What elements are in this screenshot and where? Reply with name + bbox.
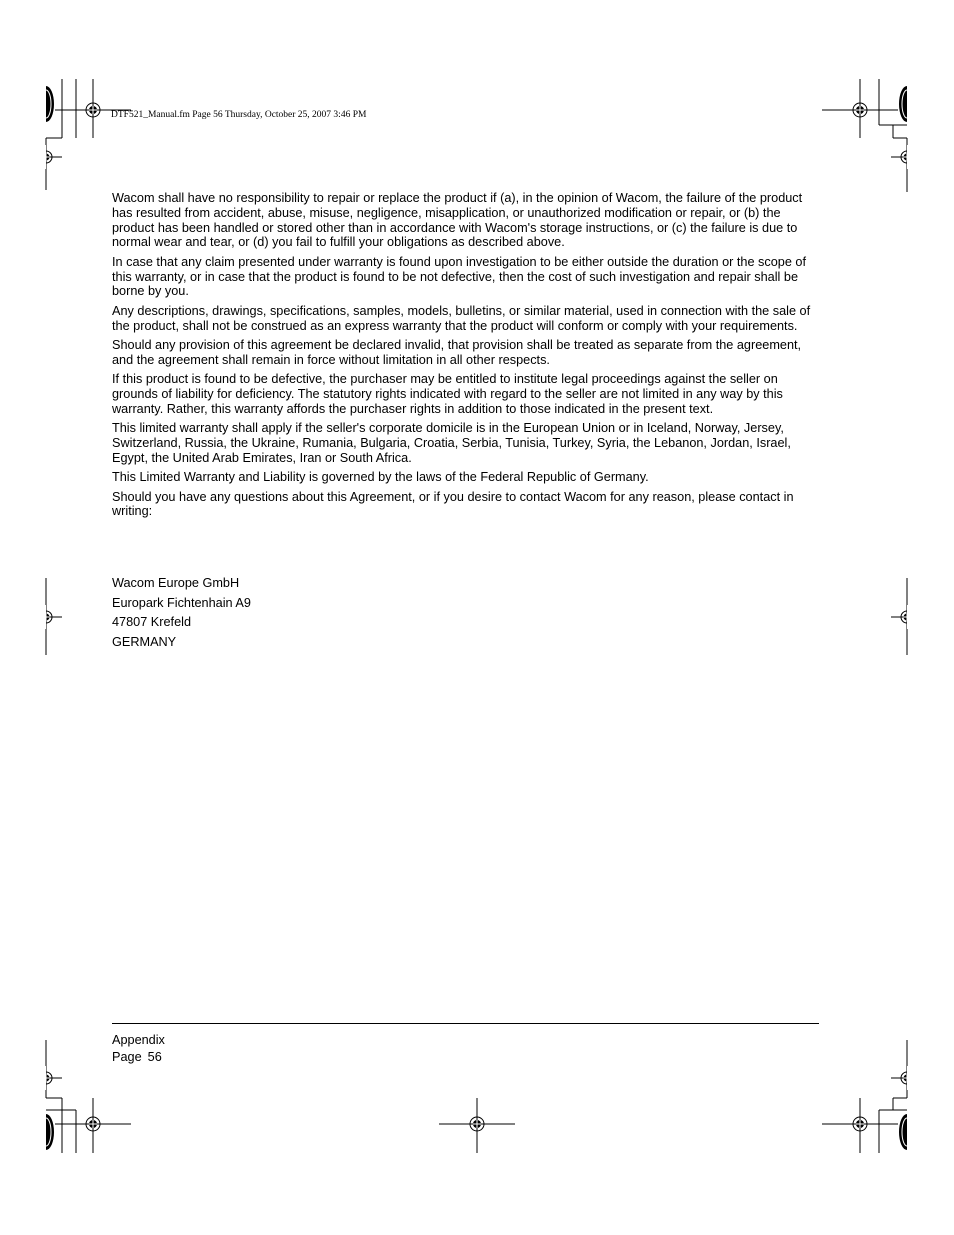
paragraph-claim-cost: In case that any claim presented under warranty is found upon investigation to be either outside the duration or the scope of this warranty, or in case that the product is found to be not defective, then the cost of such investigation and repair shall be borne by you. <box>112 254 807 299</box>
footer-page-number: 56 <box>147 1050 162 1064</box>
footer-divider <box>112 1023 819 1024</box>
footer-page-label: Page <box>112 1050 142 1064</box>
paragraph-descriptions: Any descriptions, drawings, specifications, samples, models, bulletins, or similar material, used in connection with the sale of the product, shall not be construed as an express warranty that the product will conform or comply with your requirements. <box>112 303 811 333</box>
color-bar-mark <box>46 1114 54 1150</box>
crop-mark-top-left <box>46 79 131 138</box>
crop-mark-top-right <box>822 79 907 138</box>
color-bar-mark <box>46 86 54 122</box>
address-city: 47807 Krefeld <box>112 615 192 629</box>
address-street: Europark Fichtenhain A9 <box>112 595 251 610</box>
address-company: Wacom Europe GmbH <box>112 576 240 590</box>
paragraph-contact: Should you have any questions about this Agreement, or if you desire to contact Wacom for any reason, please contact in writing: <box>112 489 794 519</box>
paragraph-applicability: This limited warranty shall apply if the seller's corporate domicile is in the European Union or in Iceland, Norway, Jersey, Switzerland, Russia, the Ukraine, Rumania, Bulgaria, Croatia, Serbia, Tunisia, Turkey, Syria, the Lebanon, Jordan, Israel, Egypt, the United Arab Emirates, Iran or South Africa. <box>112 421 791 465</box>
color-bar-mark <box>899 86 907 122</box>
paragraph-severability: Should any provision of this agreement be declared invalid, that provision shall be treated as separate from the agreement, and the agreement shall remain in force without limitation in all other respects. <box>112 337 802 367</box>
paragraph-governing-law: This Limited Warranty and Liability is governed by the laws of the Federal Republic of Germany. <box>112 470 649 485</box>
address-country: GERMANY <box>112 634 177 649</box>
footer-page <box>112 1049 165 1066</box>
warranty-text <box>112 191 824 524</box>
color-bar-mark <box>899 1114 907 1150</box>
print-slug-header: DTF521_Manual.fm Page 56 Thursday, October 25, 2007 3:46 PM <box>111 110 367 120</box>
footer-section: Appendix <box>112 1033 165 1047</box>
paragraph-responsibility: Wacom shall have no responsibility to repair or replace the product if (a), in the opinion of Wacom, the failure of the product has resulted from accident, abuse, misuse, negligence, misapplication, or unauthorized modification or repair, or (b) the product has been handled or stored other than in accordance with Wacom's storage instructions, or (c) the failure is due to normal wear and tear, or (d) you fail to fulfill your obligations as described above. <box>112 191 803 250</box>
page-footer <box>112 1032 165 1066</box>
paragraph-legal-proceedings: If this product is found to be defective, the purchaser may be entitled to institute legal proceedings against the seller on grounds of liability for deficiency. The statutory rights indicated with regard to the seller are not limited in any way by this warranty. Rather, this warranty affords the purchaser rights in addition to those indicated in the present text. <box>112 372 783 416</box>
contact-address <box>112 574 251 652</box>
